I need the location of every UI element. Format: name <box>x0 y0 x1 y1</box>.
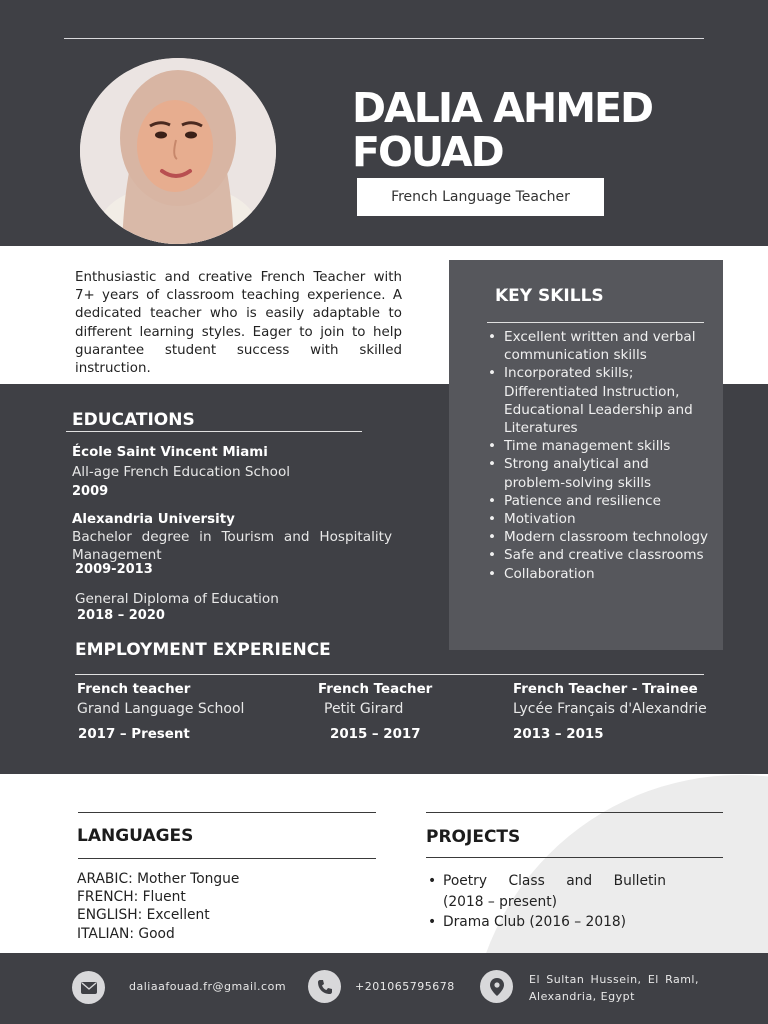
job-title-badge <box>357 178 604 216</box>
skills-heading: KEY SKILLS <box>495 286 604 306</box>
job-role: French teacher <box>77 682 191 697</box>
job-title-text: French Language Teacher <box>391 189 570 205</box>
skill-item: • Safe and creative classrooms <box>486 546 710 564</box>
header-divider <box>64 38 704 39</box>
education-description: Bachelor degree in Tourism and Hospitality Management <box>72 529 392 563</box>
skill-item: • Patience and resilience <box>486 492 710 510</box>
skill-item: • Modern classroom technology <box>486 528 710 546</box>
job-employer: Petit Girard <box>324 701 404 717</box>
job-years: 2013 – 2015 <box>513 727 604 742</box>
skill-item: • Excellent written and verbal communication skills <box>486 328 710 364</box>
name-line-1: DALIA AHMED <box>352 84 653 132</box>
languages-bottom-divider <box>78 858 376 859</box>
education-years: 2009-2013 <box>75 562 153 577</box>
employment-heading: EMPLOYMENT EXPERIENCE <box>75 640 331 660</box>
skill-item: • Incorporated skills; Differentiated Instruction, Educational Leadership and Literatures <box>486 364 710 437</box>
skill-item: • Collaboration <box>486 565 710 583</box>
education-description: All-age French Education School <box>72 464 291 480</box>
projects-list <box>426 871 666 933</box>
language-item: ARABIC: Mother Tongue <box>77 871 240 887</box>
skill-item: • Strong analytical and problem-solving skills <box>486 455 710 491</box>
job-role: French Teacher - Trainee <box>513 682 698 697</box>
contact-email[interactable]: daliaafouad.fr@gmail.com <box>129 980 287 993</box>
address-line-2: Alexandria, Egypt <box>529 990 635 1003</box>
skill-item: • Time management skills <box>486 437 710 455</box>
job-employer: Grand Language School <box>77 701 245 717</box>
languages-list <box>77 870 239 943</box>
skills-list <box>486 328 710 583</box>
phone-icon <box>308 970 341 1003</box>
skills-divider <box>487 322 704 323</box>
job-role: French Teacher <box>318 682 433 697</box>
project-item: • Drama Club (2016 – 2018) <box>426 912 666 933</box>
person-name <box>352 86 752 174</box>
address-line-1: El Sultan Hussein, El Raml, <box>529 973 699 986</box>
portrait-illustration <box>80 58 276 244</box>
projects-bottom-divider <box>426 857 723 858</box>
language-item: FRENCH: Fluent <box>77 889 186 906</box>
education-years: 2009 <box>72 484 109 499</box>
education-school: Alexandria University <box>72 512 235 527</box>
contact-phone[interactable]: +201065795678 <box>355 980 455 993</box>
skill-item: • Motivation <box>486 510 710 528</box>
job-years: 2017 – Present <box>78 727 190 742</box>
languages-heading: LANGUAGES <box>77 826 194 846</box>
profile-photo <box>80 58 276 244</box>
languages-top-divider <box>78 812 376 813</box>
name-line-2: FOUAD <box>352 128 503 176</box>
projects-top-divider <box>426 812 723 813</box>
education-heading: EDUCATIONS <box>72 410 195 430</box>
employment-divider <box>75 674 704 675</box>
education-description: General Diploma of Education <box>75 591 279 607</box>
language-item: ENGLISH: Excellent <box>77 907 210 924</box>
education-school: École Saint Vincent Miami <box>72 445 268 460</box>
mail-icon <box>72 971 105 1004</box>
location-pin-icon <box>480 970 513 1003</box>
education-years: 2018 – 2020 <box>77 608 165 623</box>
project-item: • Poetry Class and Bulletin (2018 – present) <box>426 871 666 912</box>
language-item: ITALIAN: Good <box>77 925 175 942</box>
projects-heading: PROJECTS <box>426 827 521 847</box>
education-divider <box>66 431 362 432</box>
contact-address <box>529 971 699 1005</box>
profile-summary: Enthusiastic and creative French Teacher with 7+ years of classroom teaching experience. A dedicated teacher who is easily adaptable to different learning styles. Eager to join to help guarantee student success with skilled instruction. <box>75 270 402 377</box>
job-employer: Lycée Français d'Alexandrie <box>513 701 707 717</box>
job-years: 2015 – 2017 <box>330 727 421 742</box>
